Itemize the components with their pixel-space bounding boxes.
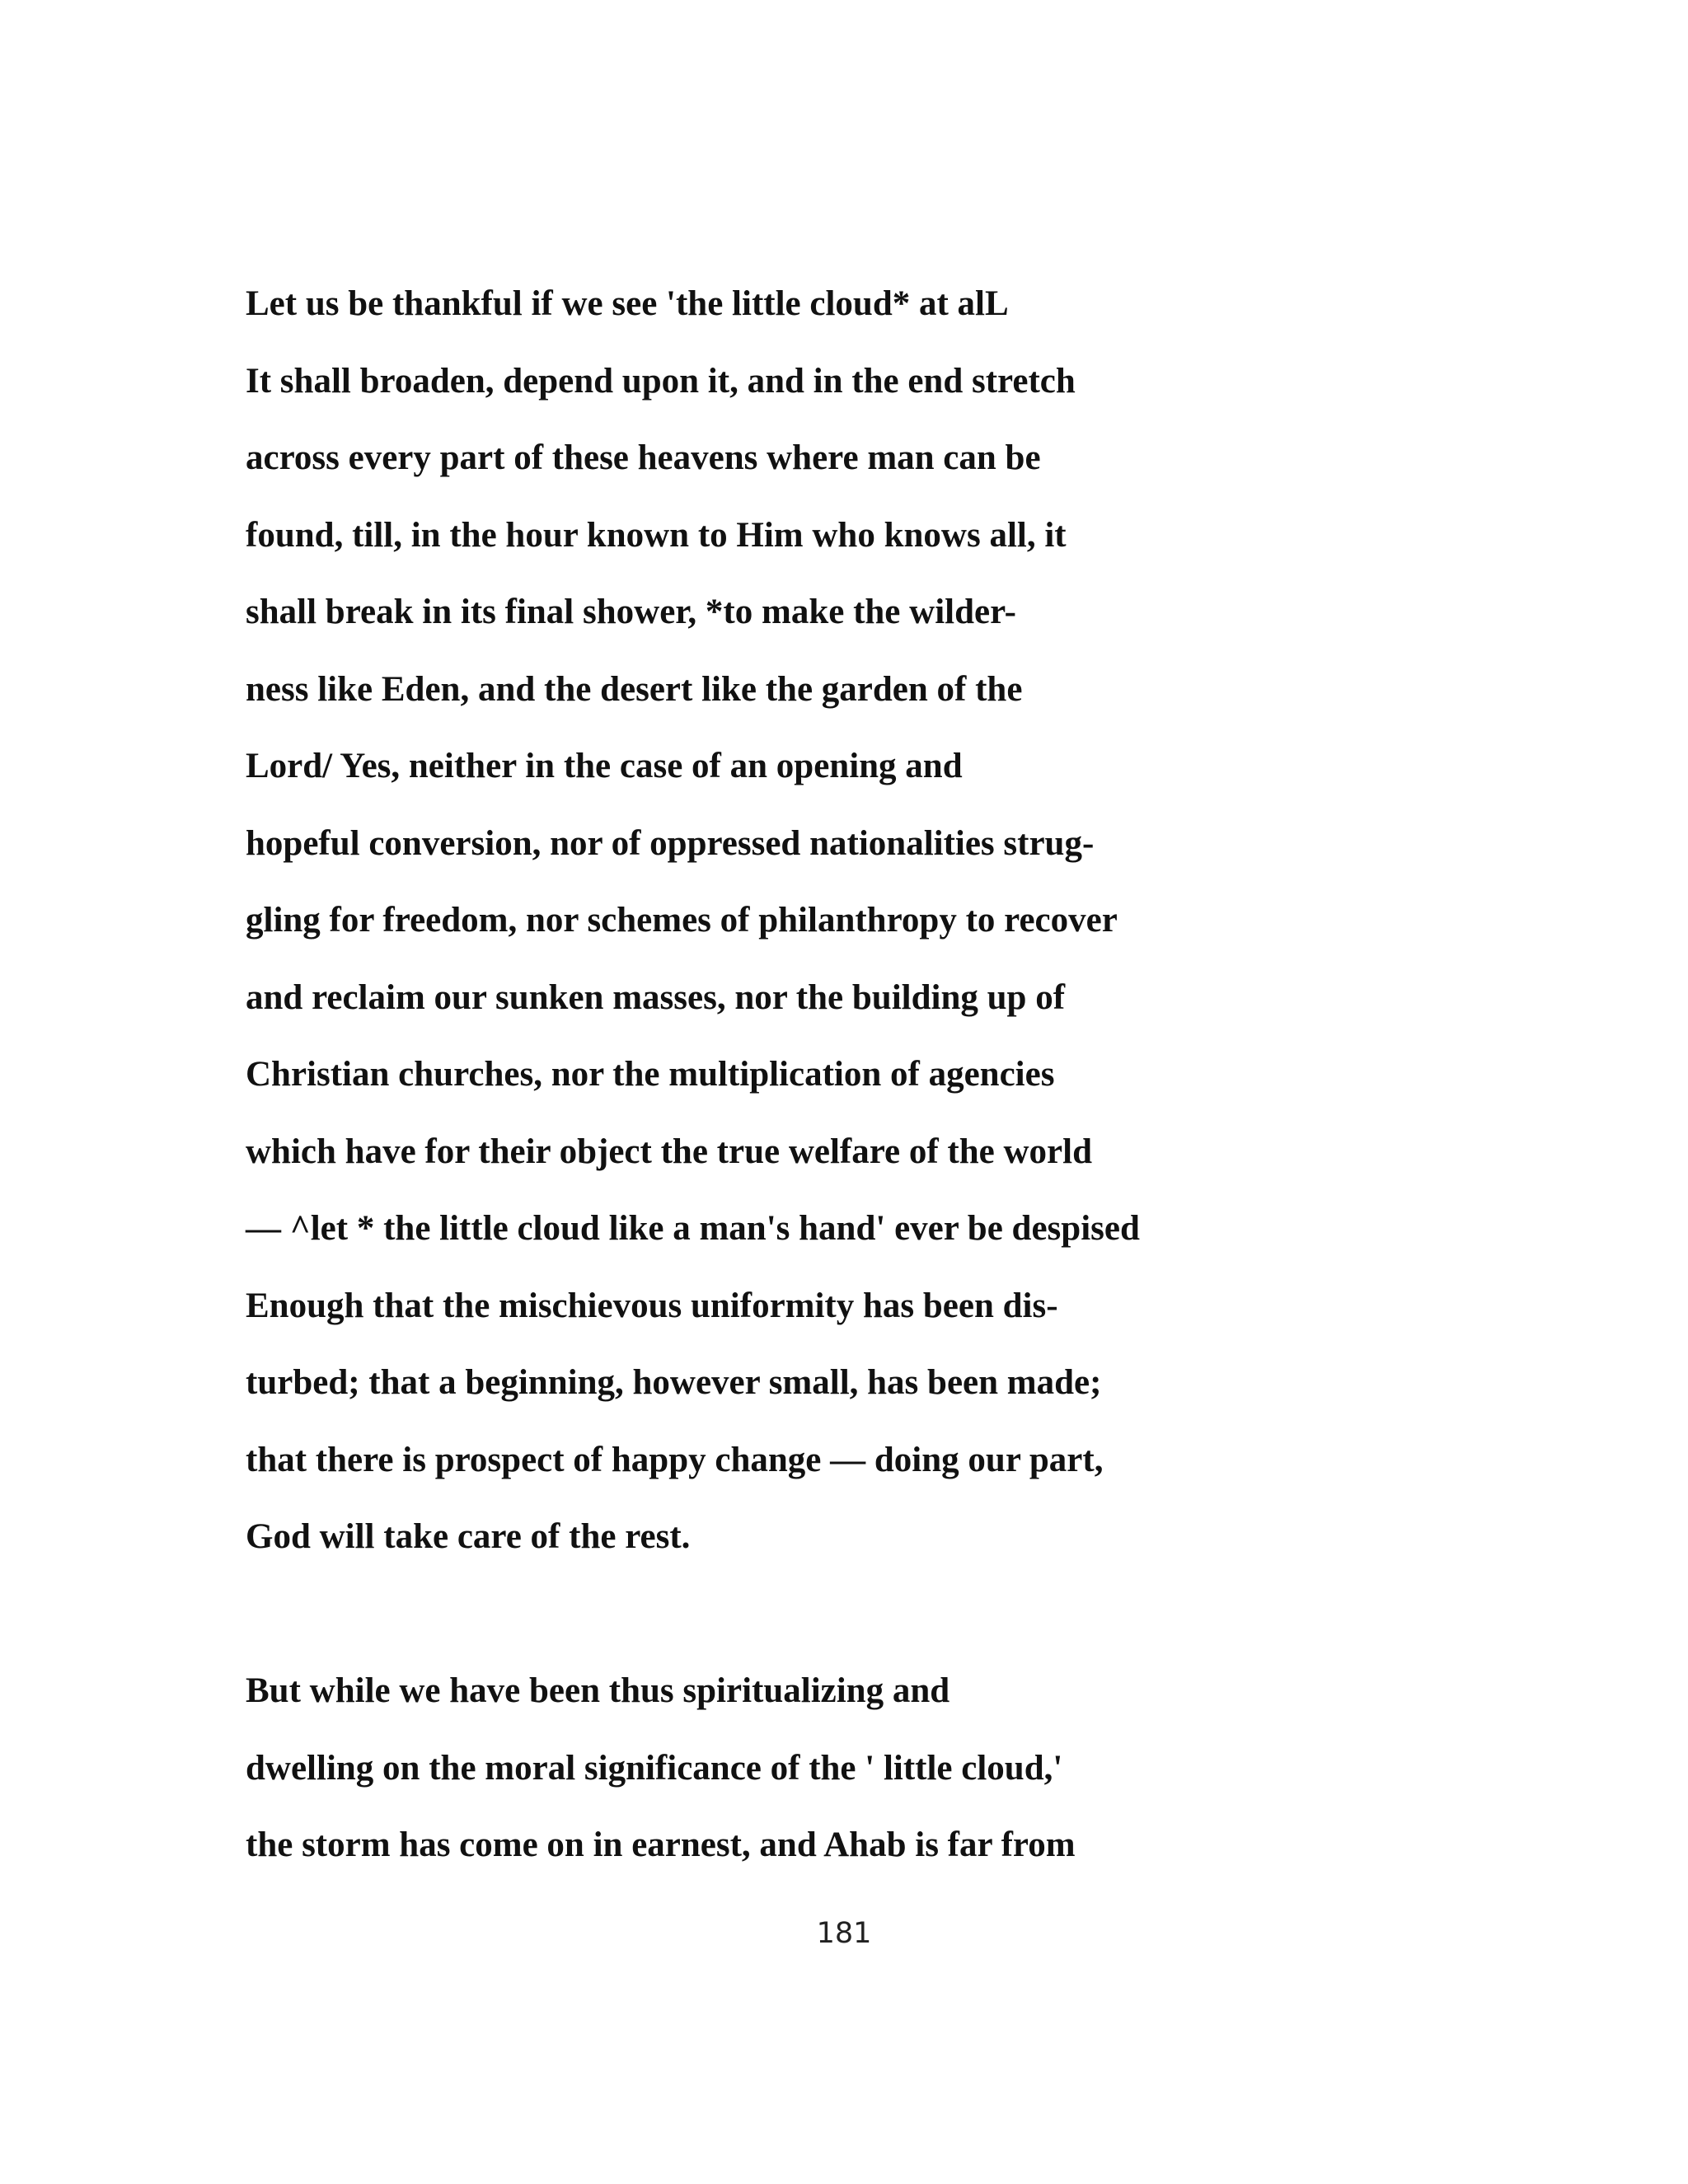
text-line: Christian churches, nor the multiplication of agencies (246, 1055, 1055, 1094)
text-line: Enough that the mischievous uniformity has been dis- (246, 1286, 1058, 1325)
page-number: 181 (816, 1917, 872, 1950)
text-line: that there is prospect of happy change — doing our part, (246, 1440, 1104, 1479)
text-line: gling for freedom, nor schemes of philanthropy to recover (246, 901, 1118, 940)
paragraph-2 (246, 1652, 1606, 1884)
text-line: It shall broaden, depend upon it, and in the end stretch (246, 361, 1076, 401)
text-line: the storm has come on in earnest, and Ahab is far from (246, 1825, 1076, 1864)
text-line: Lord/ Yes, neither in the case of an opening and (246, 747, 963, 785)
paragraph-spacer (246, 1576, 1606, 1653)
text-line: turbed; that a beginning, however small, has been made; (246, 1363, 1102, 1402)
paragraph-1 (246, 265, 1606, 1576)
text-line: across every part of these heavens where man can be (246, 438, 1041, 477)
text-line: But while we have been thus spiritualizing and (246, 1671, 950, 1710)
text-line: Let us be thankful if we see 'the little cloud* at alL (246, 284, 1009, 323)
text-line: God will take care of the rest. (246, 1517, 691, 1556)
text-line: — ^let * the little cloud like a man's hand' ever be despised (246, 1209, 1140, 1248)
text-line: ness like Eden, and the desert like the garden of the (246, 669, 1023, 709)
text-line: dwelling on the moral significance of the ' little cloud,' (246, 1748, 1063, 1788)
text-line: found, till, in the hour known to Him who knows all, it (246, 515, 1067, 555)
text-line: which have for their object the true welfare of the world (246, 1132, 1093, 1171)
text-line: hopeful conversion, nor of oppressed nationalities strug- (246, 823, 1095, 863)
body-text (246, 265, 1606, 1884)
text-line: shall break in its final shower, *to make the wilder- (246, 593, 1016, 631)
text-line: and reclaim our sunken masses, nor the building up of (246, 977, 1066, 1017)
